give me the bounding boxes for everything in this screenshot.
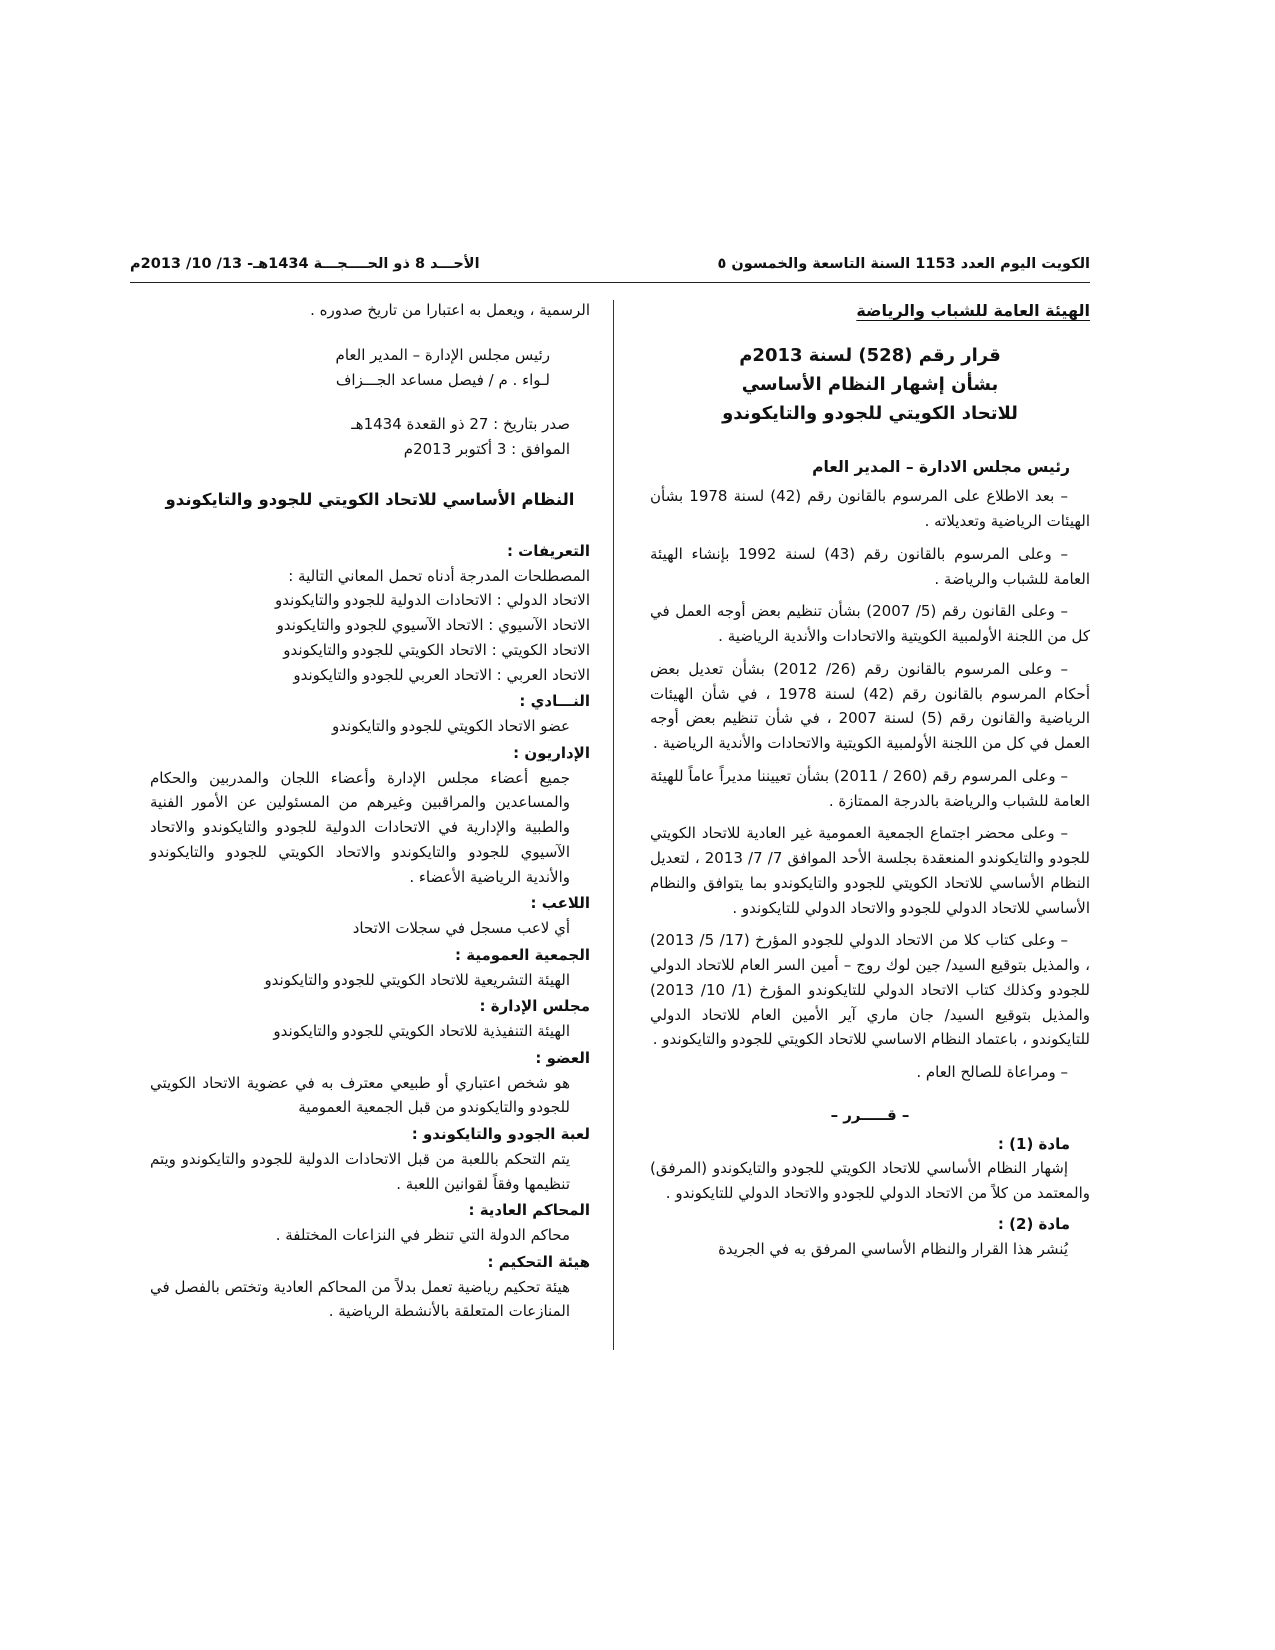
term-definition: هو شخص اعتباري أو طبيعي معترف به في عضوية الاتحاد الكويتي للجودو والتايكوندو من قبل الجمعية العمومية: [150, 1073, 570, 1117]
term-definition: محاكم الدولة التي تنظر في النزاعات المختلفة .: [275, 1226, 570, 1245]
article-2-continuation: الرسمية ، ويعمل به اعتبارا من تاريخ صدوره .: [310, 301, 590, 319]
term-definition: أي لاعب مسجل في سجلات الاتحاد: [352, 919, 570, 938]
system-title: النظام الأساسي للاتحاد الكويتي للجودو والتايكوندو: [165, 489, 575, 509]
abbreviation-line: الاتحاد الآسيوي : الاتحاد الآسيوي للجودو والتايكوندو: [276, 616, 590, 635]
term-heading: الجمعية العمومية :: [455, 945, 590, 964]
left-column: [150, 298, 590, 1324]
term-definition: جميع أعضاء مجلس الإدارة وأعضاء اللجان والمدربين والحكام والمساعدين والمراقبين وغيرهم من المسئولين عن الأمور الفنية والطبية والإدارية في الاتحادات الدولية للجودو والتايكوندو والاتحاد الآسيوي للجودو والتايكوندو والاتحاد الكويتي للجودو والتايكوندو والأندية الرياضية الأعضاء .: [150, 768, 570, 886]
term-heading: هيئة التحكيم :: [487, 1252, 590, 1271]
term-heading: المحاكم العادية :: [468, 1201, 590, 1220]
abbreviation-line: الاتحاد العربي : الاتحاد العربي للجودو والتايكوندو: [293, 665, 590, 684]
decision-subject-line1: بشأن إشهار النظام الأساسي: [741, 374, 999, 396]
term-definition: الهيئة التنفيذية للاتحاد الكويتي للجودو والتايكوندو: [273, 1022, 570, 1041]
header-issue-info: الكويت اليوم العدد 1153 السنة التاسعة والخمسون ٥: [717, 256, 1090, 272]
preamble-item: – وعلى القانون رقم (5/ 2007) بشأن تنظيم بعض أوجه العمل في كل من اللجنة الأولمبية الكويتية والاتحادات والأندية الرياضية .: [650, 602, 1090, 646]
header-date: الأحـــد 8 ذو الحــــجـــة 1434هـ- 13/ 10/ 2013م: [130, 256, 480, 272]
signature-name: لـواء . م / فيصل مساعد الجـــزاف: [335, 370, 550, 389]
term-heading: لعبة الجودو والتايكوندو :: [411, 1125, 590, 1144]
issue-date-hijri: صدر بتاريخ : 27 ذو القعدة 1434هـ: [351, 415, 570, 434]
preamble-item: – بعد الاطلاع على المرسوم بالقانون رقم (42) لسنة 1978 بشأن الهيئات الرياضية وتعديلاته .: [650, 487, 1090, 531]
term-definition: عضو الاتحاد الكويتي للجودو والتايكوندو: [331, 717, 570, 736]
abbreviation-line: الاتحاد الدولي : الاتحادات الدولية للجودو والتايكوندو: [275, 591, 590, 610]
article-1-heading: مادة (1) :: [997, 1134, 1070, 1153]
term-heading: النـــادي :: [519, 692, 590, 711]
issue-dates: [150, 412, 590, 462]
term-heading: اللاعب :: [530, 894, 590, 913]
preamble-item: – وعلى كتاب كلا من الاتحاد الدولي للجودو المؤرخ (17/ 5/ 2013) ، والمذيل بتوقيع السيد/ جين لوك روج – أمين السر العام للاتحاد الدولي للجودو وكذلك كتاب الاتحاد الدولي للتايكوندو المؤرخ (1/ 10/ 2013) والمذيل بتوقيع السيد/ جان ماري آير الأمين العام للاتحاد الدولي للتايكوندو ، باعتماد النظام الاساسي للاتحاد الكويتي للجودو والتايكوندو .: [650, 931, 1090, 1049]
page-header: [130, 256, 1090, 283]
decision-title: [650, 342, 1090, 428]
decision-subject-line2: للاتحاد الكويتي للجودو والتايكوندو: [722, 402, 1018, 424]
definitions-heading: التعريفات :: [506, 541, 590, 560]
right-column: [650, 298, 1090, 1267]
signature-title: رئيس مجلس الإدارة – المدير العام: [335, 345, 550, 364]
term-definition: يتم التحكم باللعبة من قبل الاتحادات الدولية للجودو والتايكوندو ويتم تنظيمها وفقاً لقوانين اللعبة .: [150, 1149, 570, 1193]
issuer-title: رئيس مجلس الادارة – المدير العام: [812, 457, 1070, 476]
decides-separator: – قـــــرر –: [830, 1105, 910, 1124]
signature-block: [150, 343, 590, 393]
term-definition: الهيئة التشريعية للاتحاد الكويتي للجودو والتايكوندو: [264, 970, 570, 989]
preamble-item: – وعلى محضر اجتماع الجمعية العمومية غير العادية للاتحاد الكويتي للجودو والتايكوندو المنعقدة بجلسة الأحد الموافق 7/ 7/ 2013 ، لتعديل النظام الأساسي للاتحاد الكويتي للجودو والتايكوندو بما يتوافق والنظام الأساسي للاتحاد الدولي للجودو والاتحاد الدولي للتايكوندو .: [650, 824, 1090, 917]
article-2-heading: مادة (2) :: [997, 1214, 1070, 1233]
term-definition: هيئة تحكيم رياضية تعمل بدلاً من المحاكم العادية وتختص بالفصل في المنازعات المتعلقة بالأنشطة الرياضية .: [150, 1277, 570, 1321]
preamble-item: – ومراعاة للصالح العام .: [916, 1063, 1068, 1082]
abbreviation-line: الاتحاد الكويتي : الاتحاد الكويتي للجودو والتايكوندو: [283, 640, 590, 659]
term-heading: الإداريون :: [513, 743, 590, 762]
agency-name: الهيئة العامة للشباب والرياضة: [856, 301, 1090, 320]
preamble-item: – وعلى المرسوم رقم (260 / 2011) بشأن تعييننا مديراً عاماً للهيئة العامة للشباب والرياضة بالدرجة الممتازة .: [650, 766, 1090, 810]
term-heading: العضو :: [535, 1048, 590, 1067]
column-divider: [613, 300, 614, 1350]
article-2-body: يُنشر هذا القرار والنظام الأساسي المرفق به في الجريدة: [718, 1239, 1068, 1258]
article-1-body: إشهار النظام الأساسي للاتحاد الكويتي للجودو والتايكوندو (المرفق) والمعتمد من كلاً من الاتحاد الدولي للجودو والاتحاد الدولي للتايكوندو .: [650, 1159, 1090, 1203]
issue-date-gregorian: الموافق : 3 أكتوبر 2013م: [403, 440, 570, 458]
definitions-intro: المصطلحات المدرجة أدناه تحمل المعاني التالية :: [288, 566, 590, 585]
term-heading: مجلس الإدارة :: [479, 997, 590, 1016]
decision-number: قرار رقم (528) لسنة 2013م: [739, 345, 1001, 367]
preamble-item: – وعلى المرسوم بالقانون رقم (26/ 2012) بشأن تعديل بعض أحكام المرسوم بالقانون رقم (42) لسنة 1978 ، في شأن الهيئات الرياضية والقانون رقم (5) لسنة 2007 ، في شأن تنظيم بعض أوجه العمل في كل من اللجنة الأولمبية الكويتية والاتحادات والأندية الرياضية .: [650, 659, 1090, 753]
preamble-item: – وعلى المرسوم بالقانون رقم (43) لسنة 1992 بإنشاء الهيئة العامة للشباب والرياضة .: [650, 544, 1090, 588]
